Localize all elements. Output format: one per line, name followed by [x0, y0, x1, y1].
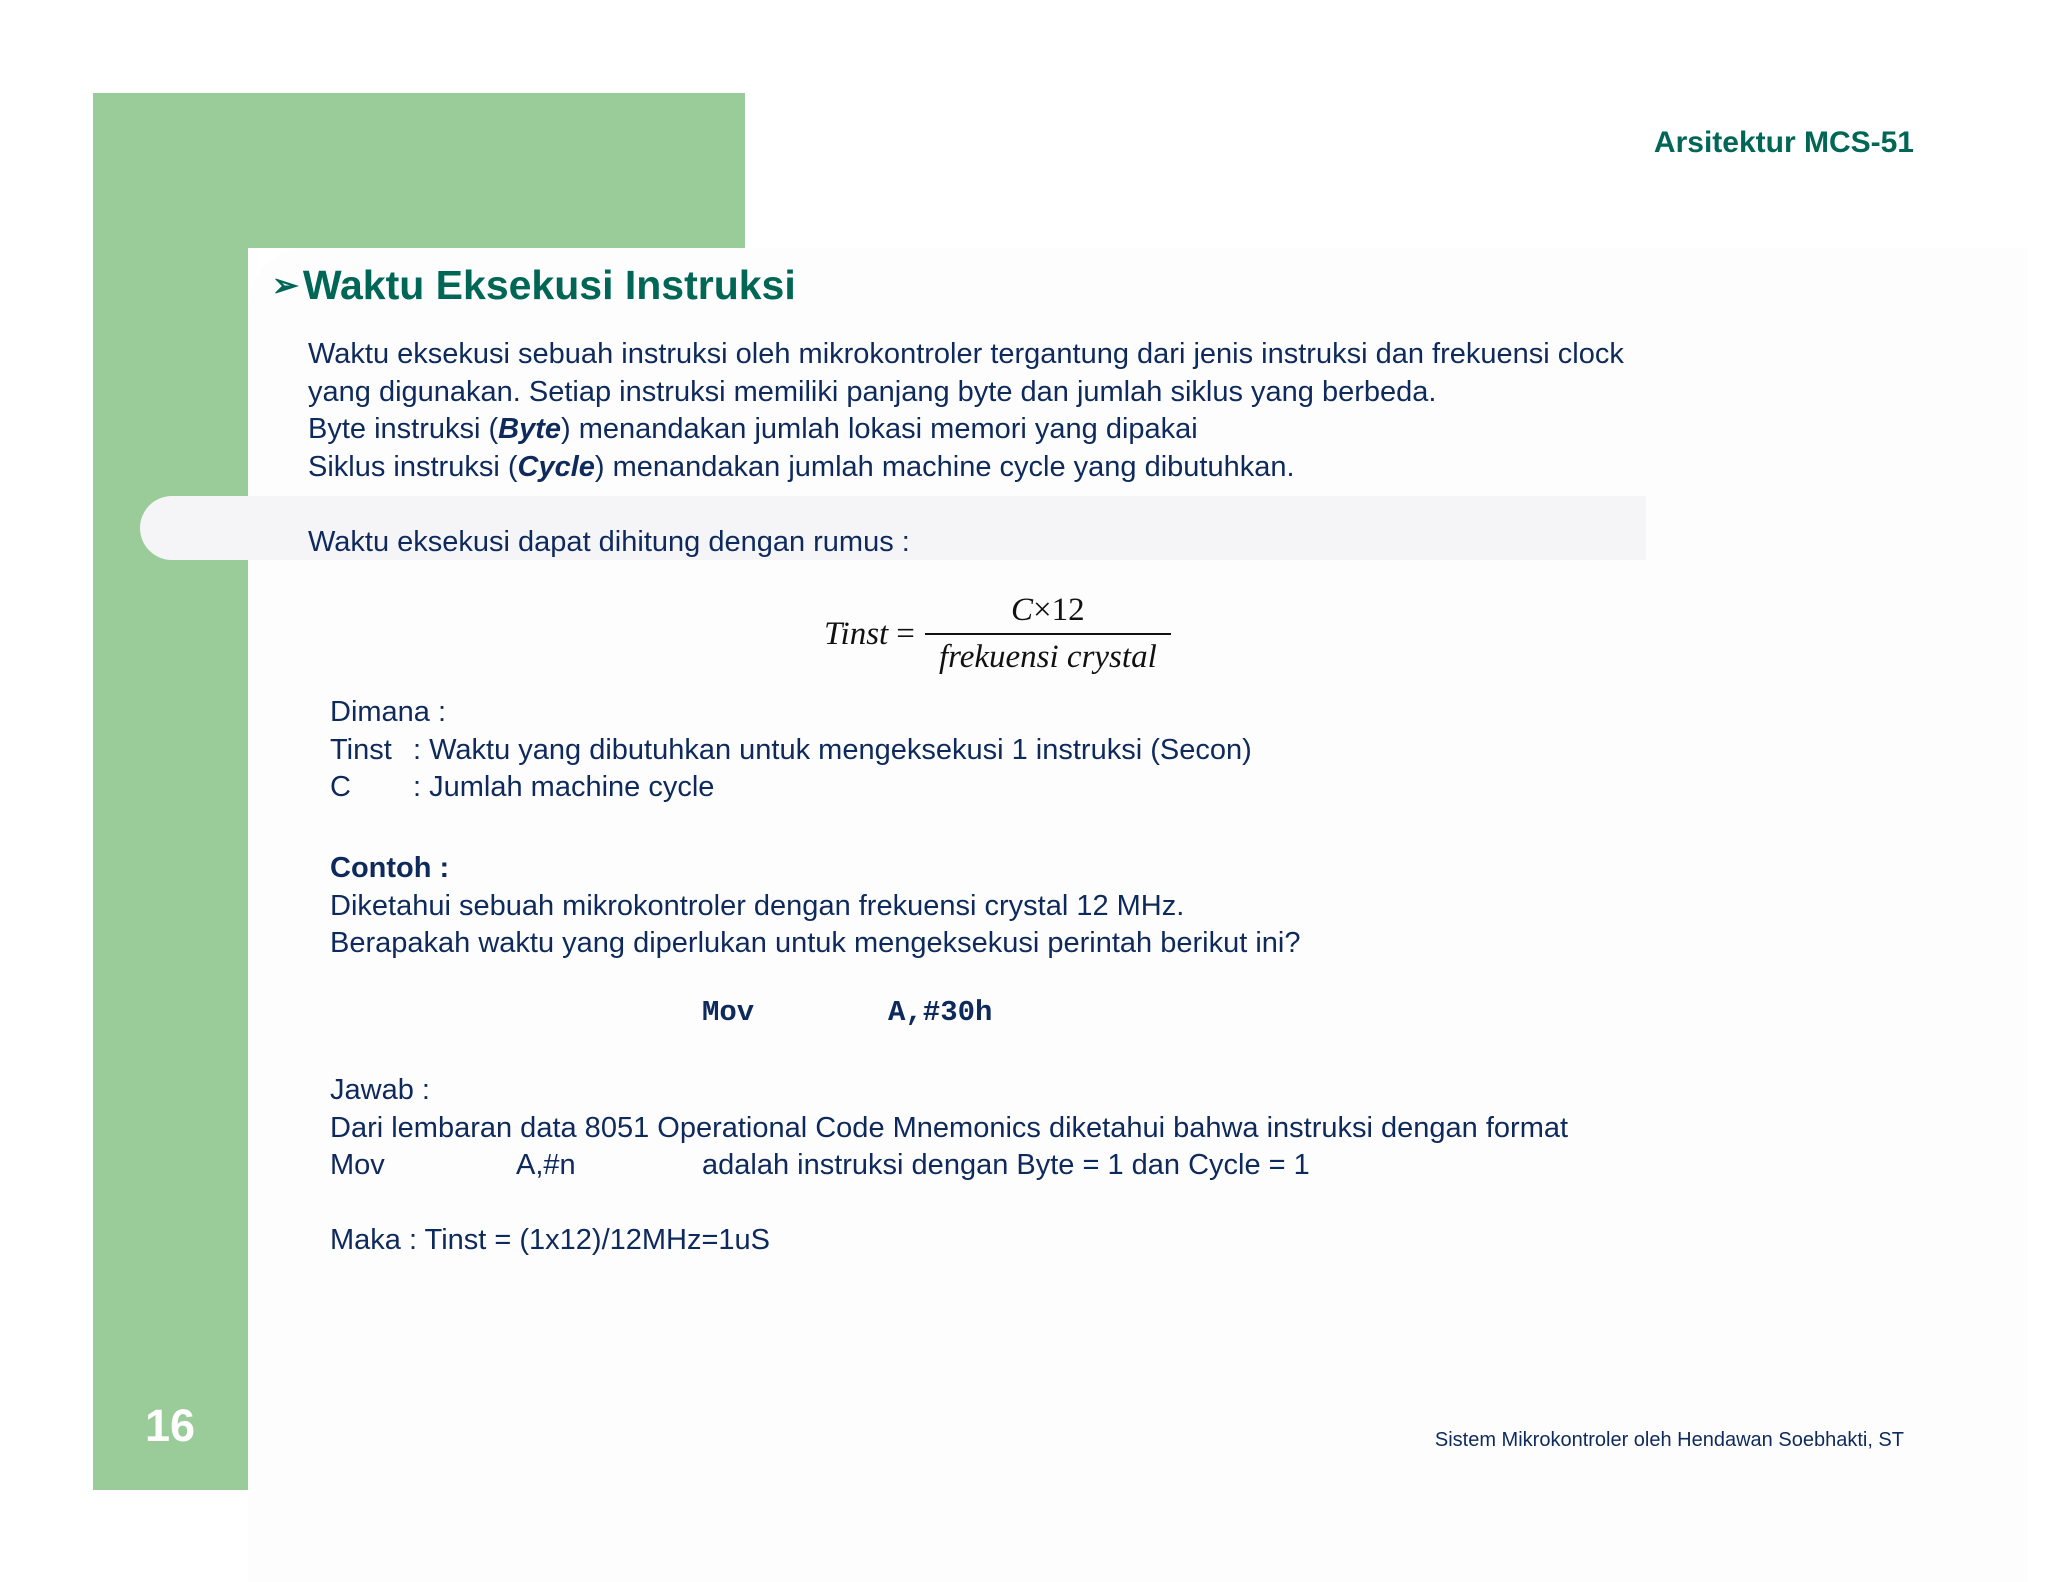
- definitions: [330, 694, 1252, 807]
- answer: [330, 1072, 1568, 1260]
- definition-row: C : Jumlah machine cycle: [330, 771, 715, 803]
- definition-row: Tinst : Waktu yang dibutuhkan untuk mengeksekusi 1 instruksi (Secon): [330, 733, 1252, 766]
- cycle-term: Cycle: [517, 450, 595, 483]
- intro-line: yang digunakan. Setiap instruksi memiliki panjang byte dan jumlah siklus yang berbeda.: [308, 375, 1437, 408]
- formula-equals: =: [896, 615, 915, 652]
- definitions-heading: Dimana :: [330, 696, 447, 728]
- sidebar-band: [93, 93, 248, 1490]
- intro-line-spacer: [308, 486, 1624, 524]
- answer-spacer: [330, 1185, 1568, 1223]
- answer-format-row: Mov A,#n adalah instruksi dengan Byte = 1 dan Cycle = 1: [330, 1149, 1310, 1181]
- intro-paragraph: [308, 336, 1624, 561]
- byte-term: Byte: [498, 413, 562, 445]
- answer-heading: Jawab :: [330, 1074, 430, 1106]
- intro-line: Byte instruksi (Byte) menandakan jumlah lokasi memori yang dipakai: [308, 413, 1198, 445]
- intro-line: Waktu eksekusi sebuah instruksi oleh mikrokontroler tergantung dari jenis instruksi dan frekuensi clock: [308, 338, 1624, 370]
- answer-line: Dari lembaran data 8051 Operational Code Mnemonics diketahui bahwa instruksi dengan format: [330, 1111, 1569, 1144]
- section-heading: [272, 262, 796, 309]
- formula: [824, 592, 1171, 676]
- example: [330, 850, 1300, 963]
- code-op: Mov: [702, 996, 755, 1029]
- example-heading: Contoh :: [330, 852, 450, 884]
- example-line: Berapakah waktu yang diperlukan untuk mengeksekusi perintah berikut ini?: [330, 927, 1301, 959]
- section-title: Waktu Eksekusi Instruksi: [302, 262, 796, 308]
- formula-denominator: frekuensi crystal: [938, 639, 1157, 675]
- top-band: [93, 93, 745, 248]
- intro-line: Siklus instruksi (Cycle) menandakan jumlah machine cycle yang dibutuhkan.: [308, 450, 1295, 483]
- code-arg: A,#30h: [888, 996, 993, 1029]
- intro-line: Waktu eksekusi dapat dihitung dengan rumus :: [308, 525, 910, 558]
- example-line: Diketahui sebuah mikrokontroler dengan frekuensi crystal 12 MHz.: [330, 889, 1185, 922]
- answer-result: Maka : Tinst = (1x12)/12MHz=1uS: [330, 1224, 771, 1256]
- header-title: Arsitektur MCS-51: [1653, 126, 1914, 159]
- formula-fraction: [925, 592, 1171, 676]
- formula-lhs: Tinst: [824, 615, 889, 652]
- formula-numerator: C×12: [1011, 592, 1085, 628]
- arrow-bullet-icon: ➢: [272, 267, 299, 303]
- footer-credit: Sistem Mikrokontroler oleh Hendawan Soebhakti, ST: [1434, 1429, 1904, 1451]
- page-number: 16: [145, 1400, 196, 1451]
